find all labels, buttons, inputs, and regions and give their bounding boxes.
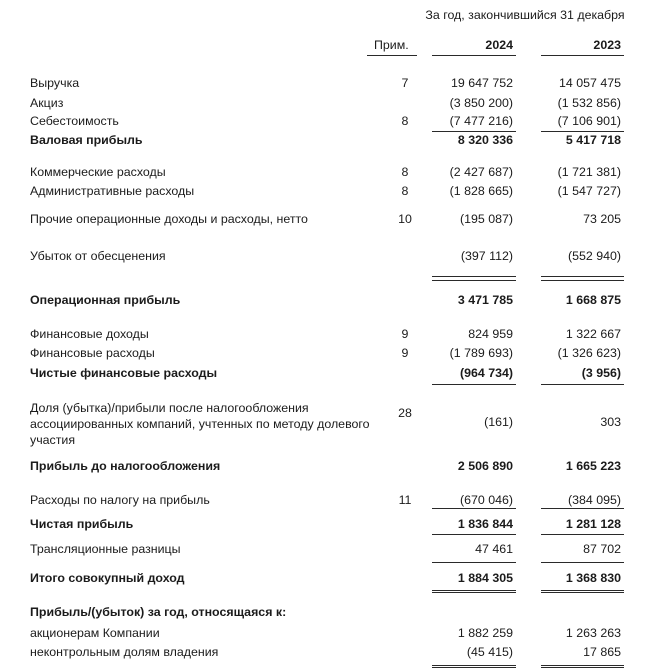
year-previous-header: 2023 xyxy=(593,38,621,52)
row-value-2023: (1 532 856) xyxy=(557,96,621,110)
row-value-2023: (3 956) xyxy=(581,366,621,380)
row-value-2023: 303 xyxy=(600,415,621,429)
header-rule-note xyxy=(367,55,417,56)
row-value-2024: 3 471 785 xyxy=(457,293,513,307)
row-label: Выручка xyxy=(30,76,80,90)
row-value-2023: 1 665 223 xyxy=(565,459,621,473)
row-label: Прибыль/(убыток) за год, относящаяся к: xyxy=(30,605,287,619)
row-value-2024: 1 836 844 xyxy=(457,517,513,531)
row-value-2024: 8 320 336 xyxy=(457,133,513,147)
row-value-2024: 824 959 xyxy=(468,327,513,341)
row-note: 28 xyxy=(398,406,412,420)
total-rule xyxy=(432,131,516,132)
total-rule xyxy=(432,276,516,277)
total-rule xyxy=(541,280,624,281)
total-rule xyxy=(432,280,516,281)
total-rule xyxy=(432,665,516,666)
row-value-2023: (1 721 381) xyxy=(557,165,621,179)
row-note: 8 xyxy=(401,184,409,198)
row-value-2023: 1 263 263 xyxy=(565,626,621,640)
header-rule-2024 xyxy=(432,55,516,56)
row-label: Трансляционные разницы xyxy=(30,542,181,556)
total-rule xyxy=(541,384,624,385)
header-rule-2023 xyxy=(541,55,624,56)
total-rule xyxy=(541,667,624,668)
row-label: Себестоимость xyxy=(30,114,119,128)
row-value-2023: 5 417 718 xyxy=(565,133,621,147)
row-value-2024: 47 461 xyxy=(475,542,513,556)
row-label: Валовая прибыль xyxy=(30,133,143,147)
row-note: 7 xyxy=(401,76,409,90)
row-value-2024: 19 647 752 xyxy=(450,76,513,90)
total-rule xyxy=(432,592,516,593)
row-label: Коммерческие расходы xyxy=(30,165,166,179)
row-label: Расходы по налогу на прибыль xyxy=(30,493,210,507)
total-rule xyxy=(541,534,624,535)
row-value-2023: (1 326 623) xyxy=(557,346,621,360)
row-value-2024: (7 477 216) xyxy=(449,114,513,128)
total-rule xyxy=(541,276,624,277)
row-value-2023: 87 702 xyxy=(583,542,621,556)
row-note: 10 xyxy=(398,212,412,226)
row-value-2024: (964 734) xyxy=(459,366,513,380)
total-rule xyxy=(541,508,624,509)
row-label: Операционная прибыль xyxy=(30,293,181,307)
total-rule xyxy=(432,384,516,385)
row-label: Итого совокупный доход xyxy=(30,571,185,585)
note-column-header: Прим. xyxy=(374,38,409,52)
row-label: Убыток от обесценения xyxy=(30,249,166,263)
row-value-2024: (3 850 200) xyxy=(449,96,513,110)
row-value-2024: (161) xyxy=(484,415,513,429)
row-value-2023: 17 865 xyxy=(583,645,621,659)
row-label: Прибыль до налогообложения xyxy=(30,459,221,473)
row-value-2024: 2 506 890 xyxy=(457,459,513,473)
row-label: Финансовые расходы xyxy=(30,346,155,360)
row-label: Чистая прибыль xyxy=(30,517,134,531)
row-value-2023: (1 547 727) xyxy=(557,184,621,198)
total-rule xyxy=(432,667,516,668)
total-rule xyxy=(541,131,624,132)
total-rule xyxy=(432,508,516,509)
row-label: Финансовые доходы xyxy=(30,327,149,341)
total-rule xyxy=(432,590,516,591)
row-label: Административные расходы xyxy=(30,184,195,198)
total-rule xyxy=(432,562,516,563)
row-value-2024: (670 046) xyxy=(459,493,513,507)
row-value-2024: (2 427 687) xyxy=(449,165,513,179)
row-value-2024: (1 828 665) xyxy=(449,184,513,198)
row-value-2024: (1 789 693) xyxy=(449,346,513,360)
row-value-2023: (384 095) xyxy=(567,493,621,507)
row-value-2023: 14 057 475 xyxy=(558,76,621,90)
total-rule xyxy=(432,534,516,535)
total-rule xyxy=(541,665,624,666)
row-value-2023: 1 322 667 xyxy=(565,327,621,341)
row-value-2024: (397 112) xyxy=(460,249,513,263)
row-note: 9 xyxy=(401,327,409,341)
year-current-header: 2024 xyxy=(485,38,513,52)
row-value-2023: 1 668 875 xyxy=(565,293,621,307)
row-note: 8 xyxy=(401,165,409,179)
row-label: Акциз xyxy=(30,96,64,110)
row-value-2023: 73 205 xyxy=(583,212,621,226)
row-label: акционерам Компании xyxy=(30,626,160,640)
row-label: Доля (убытка)/прибыли после налогообложения ассоциированных компаний, учтенных по методу долевого участия xyxy=(30,401,370,447)
row-note: 9 xyxy=(401,346,409,360)
row-value-2023: (7 106 901) xyxy=(557,114,621,128)
row-label: Прочие операционные доходы и расходы, нетто xyxy=(30,212,308,226)
row-value-2024: 1 884 305 xyxy=(457,571,513,585)
row-value-2024: (45 415) xyxy=(466,645,513,659)
row-note: 8 xyxy=(401,114,409,128)
row-value-2023: 1 368 830 xyxy=(565,571,621,585)
period-title: За год, закончившийся 31 декабря xyxy=(425,8,625,22)
row-label: Чистые финансовые расходы xyxy=(30,366,218,380)
total-rule xyxy=(541,590,624,591)
row-value-2023: 1 281 128 xyxy=(565,517,621,531)
row-value-2024: 1 882 259 xyxy=(457,626,513,640)
row-value-2024: (195 087) xyxy=(459,212,513,226)
row-value-2023: (552 940) xyxy=(567,249,621,263)
row-label: неконтрольным долям владения xyxy=(30,645,219,659)
total-rule xyxy=(541,562,624,563)
row-note: 11 xyxy=(398,493,412,507)
total-rule xyxy=(541,592,624,593)
